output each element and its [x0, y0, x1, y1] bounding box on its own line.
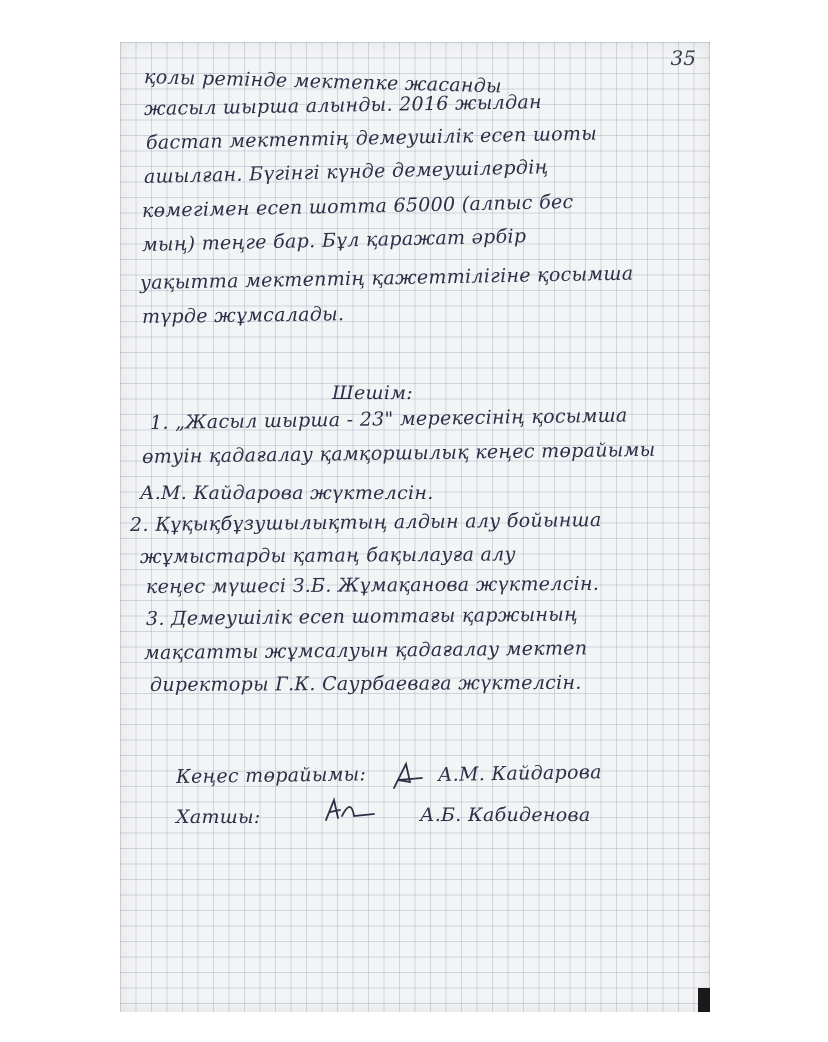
paragraph-line-6: мың) теңге бар. Бұл қаражат әрбір	[141, 225, 527, 256]
decision-line-1: 1. „Жасыл шырша - 23" мерекесінің қосымша	[149, 404, 628, 434]
secretary-label: Хатшы:	[176, 806, 261, 828]
scan-shadow	[698, 988, 710, 1012]
paragraph-line-3: бастап мектептің демеушілік есеп шоты	[145, 122, 598, 154]
paragraph-line-7: уақытта мектептің қажеттілігіне қосымша	[139, 262, 634, 294]
paragraph-line-5: көмегімен есеп шотта 65000 (алпыс бес	[141, 190, 574, 222]
chair-signature-mark	[388, 758, 428, 794]
notebook-page	[120, 42, 710, 1012]
decision-line-4: 2. Құқықбұзушылықтың алдын алу бойынша	[129, 509, 602, 536]
paragraph-line-1: қолы ретінде мектепке жасанды	[143, 66, 503, 98]
decision-heading: Шешім:	[332, 382, 413, 404]
secretary-name: А.Б. Кабиденова	[420, 804, 591, 826]
decision-line-8: мақсатты жұмсалуын қадағалау мектеп	[143, 637, 588, 664]
decision-line-5: жұмыстарды қатаң бақылауға алу	[139, 543, 516, 568]
paragraph-line-8: түрде жұмсалады.	[141, 303, 345, 328]
secretary-signature-mark	[320, 794, 380, 828]
decision-line-6: кеңес мүшесі З.Б. Жұмақанова жүктелсін.	[145, 572, 600, 598]
chair-name: А.М. Кайдарова	[437, 761, 602, 786]
decision-line-3: А.М. Кайдарова жүктелсін.	[140, 482, 434, 504]
paragraph-line-4: ашылған. Бүгінгі күнде демеушілердің	[143, 156, 549, 188]
decision-line-7: 3. Демеушілік есеп шоттағы қаржының	[145, 603, 578, 630]
page-number: 35	[670, 46, 696, 70]
chair-label: Кеңес төрайымы:	[175, 763, 367, 788]
decision-line-9: директоры Г.К. Саурбаеваға жүктелсін.	[149, 671, 582, 696]
paragraph-line-2: жасыл шырша алынды. 2016 жылдан	[143, 91, 543, 120]
decision-line-2: өтуін қадағалау қамқоршылық кеңес төрайымы	[141, 438, 656, 468]
